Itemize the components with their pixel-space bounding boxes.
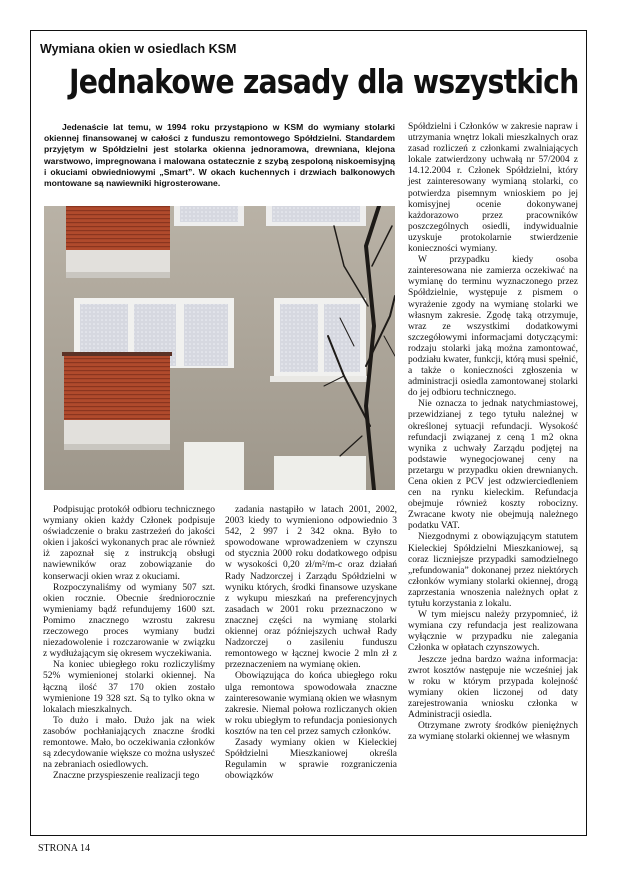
paragraph: Na koniec ubiegłego roku rozliczyliśmy 52% wymienionej stolarki okiennej. Na łączną ilość 37 170 okien zostało wymienione 19 328 szt. Są to tylko okna w lokalach mieszkalnych. [43,660,215,715]
page-number: STRONA 14 [38,843,90,854]
paragraph: To dużo i mało. Dużo jak na wiek zasobów pochłaniających znaczne środki remontowe. Mało, bo oczekiwania członków są zdecydowanie większe co można usłyszeć na zebraniach osiedlowych. [43,715,215,771]
paragraph: Jeszcze jedna bardzo ważna informacja: zwrot kosztów następuje nie wcześniej jak w roku w którym przypada kolejność wymiany okien liczonej od daty zarejestrowania wniosku członka w Administracji osiedla. [408,654,578,720]
paragraph: Znaczne przyspieszenie realizacji tego [53,771,200,782]
paragraph: Obowiązująca do końca ubiegłego roku ulga remontowa spowodowała znaczne zainteresowanie wymianą okien we własnym zakresie. Niemal połowa rozliczanych okien w roku ubiegłym to refundacja poniesionych kosztów na ten cel przez samych członków. [225,671,397,737]
paragraph: W przypadku kiedy osoba zainteresowana nie zamierza oczekiwać na wymianę do terminu wyznaczonego przez Spółdzielnie, występuje z pismem o wyrażenie zgody na wymianę stolarki we własnym zakresie. Zgodę taką otrzymuje, wraz ze wszystkimi dodatkowymi szczegółowymi informacjami dotyczącymi: rodzaju stolarki jaką można zamontować, podziału kwater, funkcji, którą musi spełnić, a także o konieczności zgłoszenia w administracji osiedla zamontowanej stolarki do jej odbioru technicznego. [408,255,578,399]
paragraph: Niezgodnymi z obowiązującym statutem Kieleckiej Spółdzielni Mieszkaniowej, są coraz liczniejsze przypadki samodzielnego „refundowania” dokonanej przez niektórych członków wymiany stolarki okiennej, drogą zaprzestania wnoszenia należnych opłat z tytułu korzystania z lokalu. [408,532,578,610]
paragraph: Otrzymane zwroty środków pieniężnych za wymianę stolarki okiennej we własnym [408,721,578,743]
building-photo [44,206,395,490]
paragraph: W tym miejscu należy przypomnieć, iż wymiana czy refundacja jest realizowana wyłącznie w przypadku nie zalegania Członka w opłatach czynszowych. [408,610,578,654]
article-column-3 [408,122,578,743]
article-column-1 [43,505,215,782]
article-headline: Jednakowe zasady dla wszystkich [68,62,579,101]
paragraph: Podpisując protokół odbioru technicznego wymiany okien każdy Członek podpisuje oświadczenie o braku zastrzeżeń do jakości okien i jakości wykonanych prac ale również iż zapoznał się z instrukcją obsługi nawiewników oraz zobowiązanie do konserwacji okien wraz z okuciami. [43,505,215,582]
paragraph: Nie oznacza to jednak natychmiastowej, przewidzianej z tego tytułu należnej w określonej sytuacji refundacji. Wysokość refundacji związanej z ceną 1 m2 okna wynika z uchwały Zarządu podjętej na podstawie wynegocjowanej ceny na przetargu w przypadku okien drewnianych. Cena okien z PCV jest odzwierciedleniem cen na rynku kieleckim. Refundacja obejmuje również koszty robocizny. Zwracane kwoty nie obejmują należnego podatku VAT. [408,399,578,532]
article-column-2 [225,505,397,782]
article-lead: Jedenaście lat temu, w 1994 roku przystąpiono w KSM do wymiany stolarki okiennej finansowanej w całości z funduszu remontowego Spółdzielni. Standardem przyjętym w Spółdzielni jest stolarka okienna jednoramowa, drewniana, klejona warstwowo, impregnowana i malowana ostatecznie z szybą zespoloną niskoemisyjną i okuciami obwiedniowymi „Smart”. W okach kuchennych i drzwiach balkonowych montowane są nawiewniki higrosterowane. [44,122,395,189]
paragraph: zadania nastąpiło w latach 2001, 2002, 2003 kiedy to wymieniono odpowiednio 3 542, 2 997 i 2 342 okna. Było to spowodowane wprowadzeniem w czynszu od stycznia 2000 roku dodatkowego odpisu w wysokości 0,20 zł/m²/m-c oraz działań Rady Nadzorczej i Zarządu Spółdzielni w wyniku których, środki finansowe uzyskane z wykupu mieszkań na preferencyjnych zasadach w 2001 roku przeznaczono w znacznej części na wymianę stolarki okiennej oraz późniejszych uchwał Rady Nadzorczej o zasileniu funduszu remontowego w łącznej kwocie 2 mln zł z przeznaczeniem na wymianę okien. [225,505,397,671]
section-label: Wymiana okien w osiedlach KSM [40,42,237,56]
paragraph: Spółdzielni i Członków w zakresie napraw i utrzymania wnętrz lokali mieszkalnych oraz zasad rozliczeń z członkami zwalniających lokale zatwierdzony uchwałą nr 57/2004 z 14.12.2004 r. Członek Spółdzielni, który jest zainteresowany wymianą stolarki, co potwierdza pisemnym wnioskiem po jej komisyjnej ocenie dokonywanej każdorazowo przez pracowników poszczególnych osiedli, indywidualnie uzyskuje protokolarnie stwierdzenie konieczności wymiany. [408,122,578,255]
paragraph: Rozpoczynaliśmy od wymiany 507 szt. okien rocznie. Obecnie średniorocznie wymieniamy bądź refundujemy 1600 szt. Pomimo znacznego wzrostu zakresu rzeczowego proces wymiany budzi niezadowolenie i rozczarowanie w związku z wydłużającym się okresem wyczekiwania. [43,582,215,660]
paragraph: Zasady wymiany okien w Kieleckiej Spółdzielni Mieszkaniowej określa Regulamin w sprawie rozgraniczenia obowiązków [225,737,397,782]
